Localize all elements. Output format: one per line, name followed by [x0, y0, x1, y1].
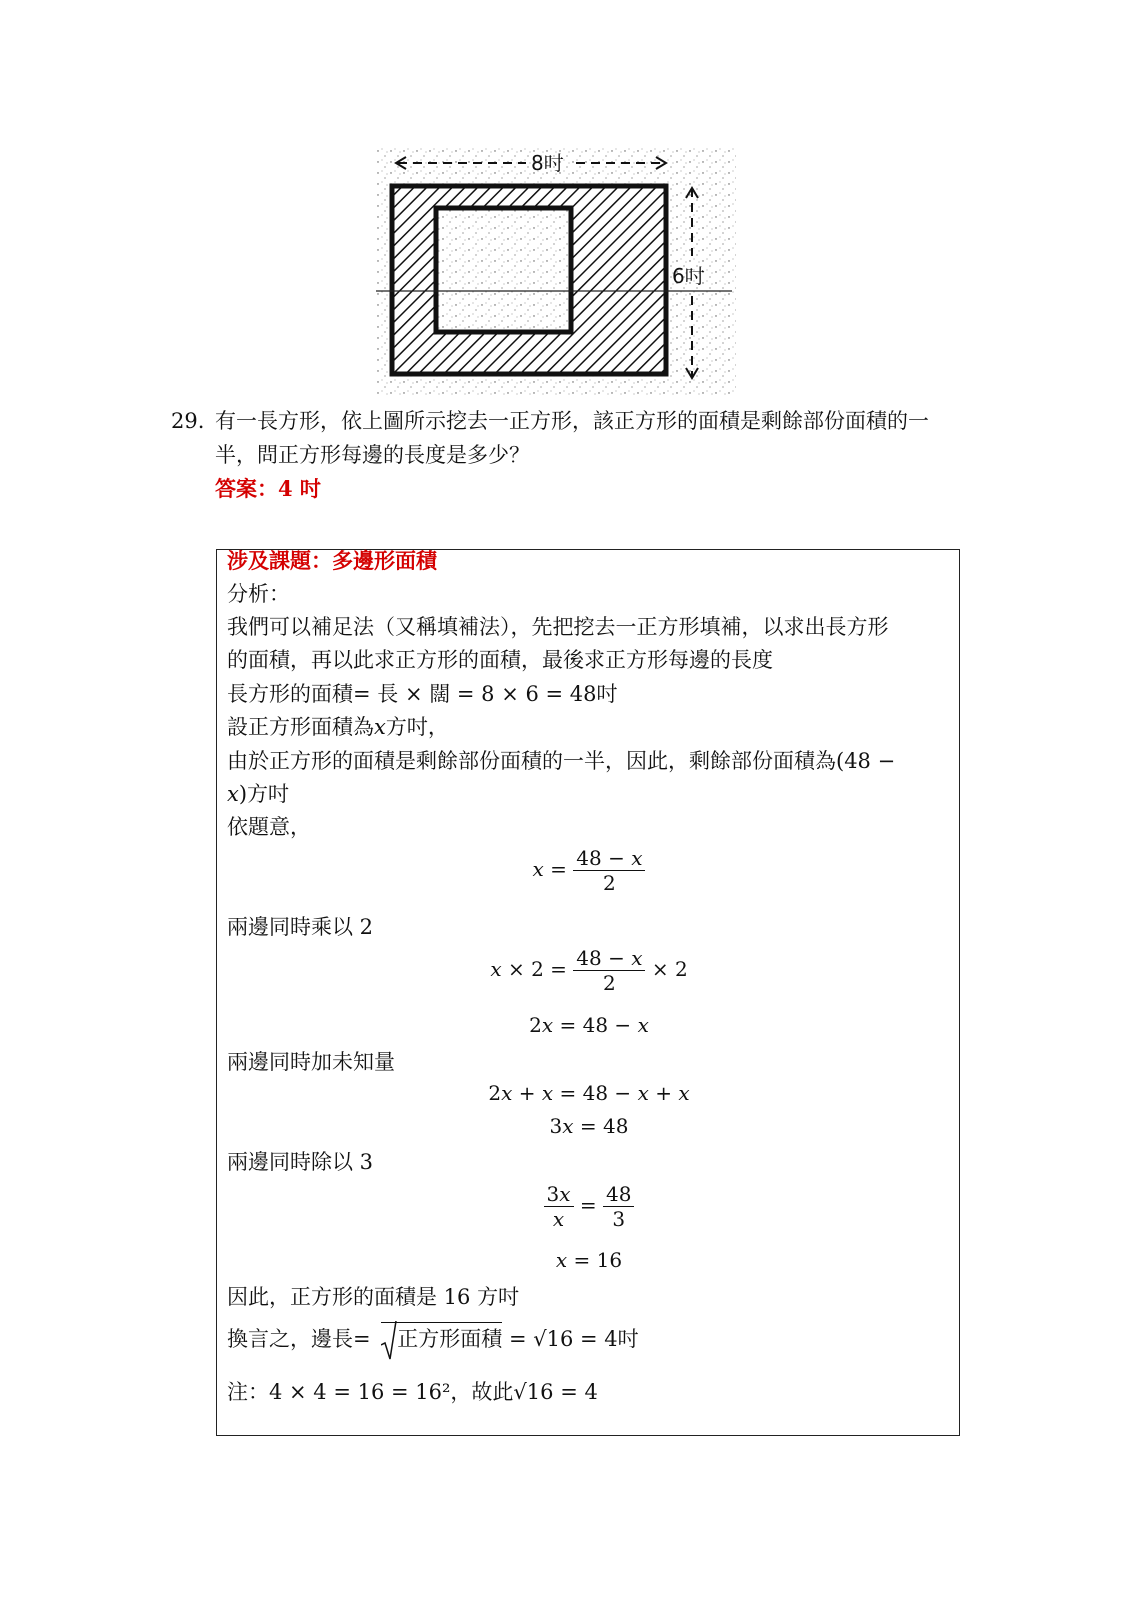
let-x-line: 設正方形面積為𝑥方吋， [227, 715, 449, 739]
radical-sign [381, 1321, 397, 1361]
sqrt-expression [381, 1322, 502, 1353]
question-number: 29. [171, 409, 205, 433]
equation-1: x = $\frac{48 - x}{2}$ [217, 846, 961, 895]
equation-2: x × 2 = $\frac{48 - x}{2}$ × 2 [490, 946, 688, 995]
intro-line-2: 的面積，再以此求正方形的面積，最後求正方形每邊的長度 [227, 648, 773, 672]
side-length-line [227, 1322, 639, 1353]
intro-line-1: 我們可以補足法（又稱填補法），先把挖去一正方形填補，以求出長方形 [227, 615, 889, 639]
inner-square [436, 208, 571, 332]
rectangle-figure [376, 148, 736, 396]
analysis-label: 分析： [227, 582, 290, 606]
step-multiply: 兩邊同時乘以 2 [227, 915, 374, 939]
width-label: 8吋 [531, 151, 564, 175]
side-suffix: = √16 = 4吋 [508, 1327, 639, 1351]
solution-box [216, 549, 960, 1436]
since-line-1: 由於正方形的面積是剩餘部份面積的一半，因此，剩餘部份面積為(48 − [227, 749, 896, 773]
equation-3: 2x = 48 − x [529, 1013, 649, 1037]
since-line-2: 𝑥)方吋 [227, 782, 290, 806]
topic-heading: 涉及課題：多邊形面積 [227, 548, 437, 573]
conclusion-line: 因此，正方形的面積是 16 方吋 [227, 1285, 520, 1309]
rect-area-line: 長方形的面積= 長 × 闊 = 8 × 6 = 48吋 [227, 682, 618, 706]
height-label: 6吋 [672, 264, 705, 288]
side-prefix: 換言之，邊長= [227, 1327, 371, 1351]
note-line: 注：4 × 4 = 16 = 16²，故此√16 = 4 [227, 1380, 598, 1404]
step-divide: 兩邊同時除以 3 [227, 1150, 374, 1174]
equation-4: 2x + x = 48 − x + x [488, 1081, 690, 1105]
equation-7: x = 16 [555, 1248, 623, 1272]
step-add: 兩邊同時加未知量 [227, 1050, 395, 1074]
by-question-line: 依題意， [227, 815, 311, 839]
side-radicand: 正方形面積 [397, 1327, 503, 1351]
question-text: 有一長方形，依上圖所示挖去一正方形，該正方形的面積是剩餘部份面積的一半，問正方形每邊的長度是多少？ [215, 409, 929, 467]
answer: 答案：4 吋 [215, 476, 321, 501]
equation-6: $\frac{3x}{x}$ = $\frac{48}{3}$ [217, 1182, 961, 1231]
equation-5: 3x = 48 [549, 1114, 629, 1138]
